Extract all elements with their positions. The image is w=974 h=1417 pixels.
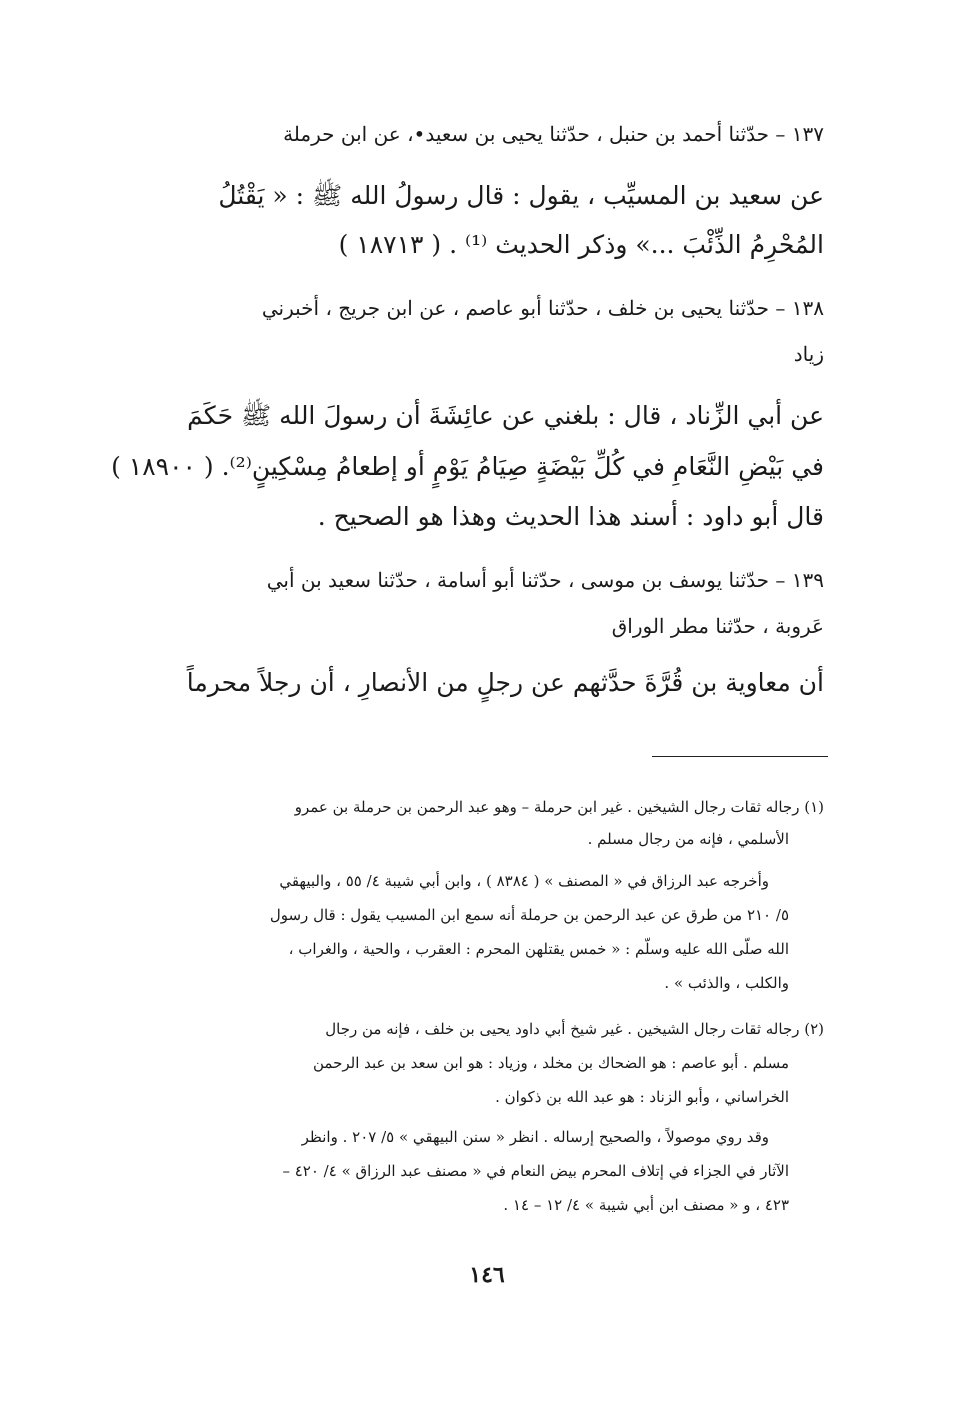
footnote-1-line-4: ٥/ ٢١٠ من طرق عن عبد الرحمن بن حرملة أنه سمع ابن المسيب يقول : قال رسول [269, 906, 789, 924]
footnote-2-line-3: الخراساني ، وأبو الزناد : هو عبد الله بن ذكوان . [495, 1088, 789, 1106]
hadith-139-line-3: أن معاوية بن قُرَّةَ حدَّثهم عن رجلٍ من الأنصارِ ، أن رجلاً محرماً [186, 668, 824, 697]
hadith-138-line-3: عن أبي الزِّناد ، قال : بلغني عن عائِشَةَ أن رسولَ الله ﷺ حَكَمَ [187, 401, 824, 430]
footnote-1-line-5: الله صلّى الله عليه وسلّم : « خمس يقتلهن المحرم : العقرب ، والحية ، والغراب ، [288, 940, 789, 958]
hadith-139-line-2: عَروبة ، حدّثنا مطر الوراق [611, 614, 824, 638]
hadith-138-line-4: في بَيْضِ النَّعَامِ في كُلِّ بَيْضَةٍ صِيَامُ يَوْمٍ أو إطعامُ مِسْكِينٍ⁽²⁾. ( ١٨٩٠٠ ) [111, 452, 824, 481]
hadith-137-line-1: ١٣٧ – حدّثنا أحمد بن حنبل ، حدّثنا يحيى بن سعيد•، عن ابن حرملة [283, 122, 824, 146]
footnote-2-line-5: الآثار في الجزاء في إتلاف المحرم بيض النعام في « مصنف عبد الرزاق » ٤/ ٤٢٠ – [282, 1162, 789, 1180]
footnote-1-line-6: والكلب ، والذئب » . [664, 974, 789, 992]
hadith-139-line-1: ١٣٩ – حدّثنا يوسف بن موسى ، حدّثنا أبو أسامة ، حدّثنا سعيد بن أبي [266, 568, 824, 592]
footnote-2-line-2: مسلم . أبو عاصم : هو الضحاك بن مخلد ، وزياد : هو ابن سعد بن عبد الرحمن [313, 1054, 789, 1072]
footnote-1-line-3: وأخرجه عبد الرزاق في « المصنف » ( ٨٣٨٤ ) ، وابن أبي شيبة ٤/ ٥٥ ، والبيهقي [279, 872, 769, 890]
footnote-2-line-1: (٢) رجاله ثقات رجال الشيخين . غير شيخ أبي داود يحيى بن خلف ، فإنه من رجال [325, 1020, 824, 1038]
footnote-2-line-6: ٤٢٣ ، و « مصنف ابن أبي شيبة » ٤/ ١٢ – ١٤ . [503, 1196, 789, 1214]
hadith-138-line-2: زياد [793, 342, 824, 366]
page-number: ١٤٦ [469, 1262, 505, 1288]
footnote-2-line-4: وقد روي موصولاً ، والصحيح إرساله . انظر « سنن البيهقي » ٥/ ٢٠٧ . وانظر [301, 1128, 769, 1146]
footnote-1-line-2: الأسلمي ، فإنه من رجال مسلم . [587, 830, 789, 848]
hadith-138-line-5: قال أبو داود : أسند هذا الحديث وهذا هو الصحيح . [317, 502, 824, 531]
hadith-137-line-2: عن سعيد بن المسيِّب ، يقول : قال رسولُ الله ﷺ : « يَقْتُلُ [218, 181, 824, 210]
footnote-separator [652, 756, 828, 757]
footnote-1-line-1: (١) رجاله ثقات رجال الشيخين . غير ابن حرملة – وهو عبد الرحمن بن حرملة بن عمرو [294, 798, 824, 816]
hadith-138-line-1: ١٣٨ – حدّثنا يحيى بن خلف ، حدّثنا أبو عاصم ، عن ابن جريج ، أخبرني [261, 296, 824, 320]
hadith-137-line-3: المُحْرِمُ الذِّئْبَ ...» وذكر الحديث ⁽¹⁾ . ( ١٨٧١٣ ) [338, 230, 824, 259]
